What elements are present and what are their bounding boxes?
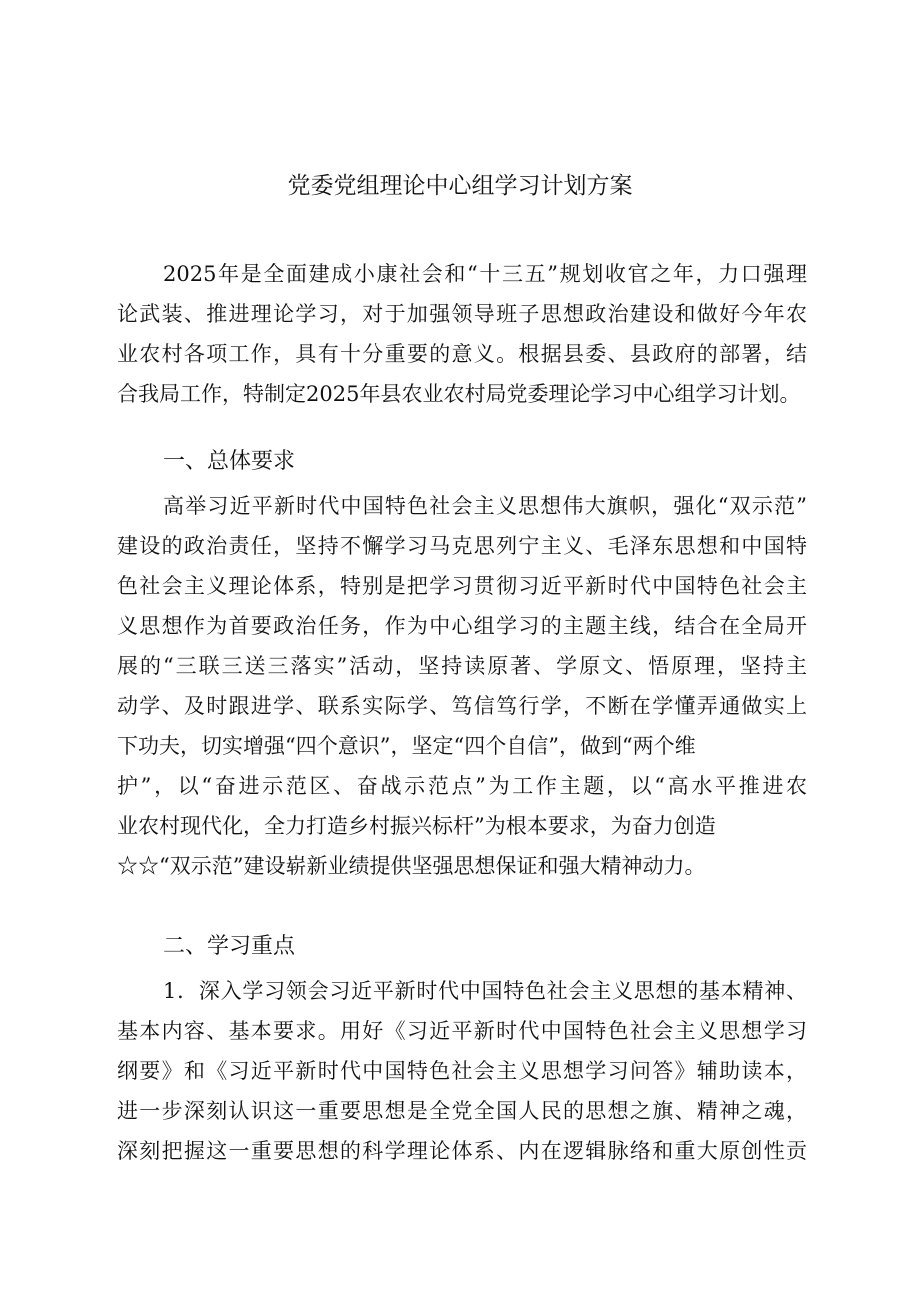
paragraph-line: 动学、及时跟进学、联系实际学、笃信笃行学，不断在学懂弄通做实上 bbox=[117, 694, 807, 718]
paragraph-line: 色社会主义理论体系，特别是把学习贯彻习近平新时代中国特色社会主 bbox=[117, 574, 807, 598]
section-heading-study-focus: 二、学习重点 bbox=[163, 934, 296, 959]
paragraph-line: 1．深入学习领会习近平新时代中国特色社会主义思想的基本精神、 bbox=[163, 979, 807, 1003]
paragraph-line: ☆☆“双示范”建设崭新业绩提供坚强思想保证和强大精神动力。 bbox=[117, 854, 706, 878]
document-title: 党委党组理论中心组学习计划方案 bbox=[287, 173, 633, 199]
paragraph-line: 进一步深刻认识这一重要思想是全党全国人民的思想之旗、精神之魂， bbox=[117, 1099, 807, 1123]
paragraph-line: 下功夫，切实增强“四个意识”，坚定“四个自信”，做到“两个维 bbox=[117, 734, 696, 758]
paragraph-line: 基本内容、基本要求。用好《习近平新时代中国特色社会主义思想学习 bbox=[117, 1019, 807, 1043]
section1-paragraph bbox=[117, 486, 807, 886]
paragraph-line: 展的“三联三送三落实”活动，坚持读原著、学原文、悟原理，坚持主 bbox=[117, 654, 807, 678]
paragraph-line: 业农村现代化，全力打造乡村振兴标杆”为根本要求，为奋力创造 bbox=[117, 814, 716, 838]
section2-paragraph bbox=[117, 971, 807, 1171]
paragraph-line: 护”，以“奋进示范区、奋战示范点”为工作主题，以“高水平推进农 bbox=[117, 774, 807, 798]
paragraph-line: 高举习近平新时代中国特色社会主义思想伟大旗帜，强化“双示范” bbox=[163, 494, 807, 518]
paragraph-line: 深刻把握这一重要思想的科学理论体系、内在逻辑脉络和重大原创性贡 bbox=[117, 1139, 807, 1163]
intro-paragraph bbox=[117, 254, 807, 414]
paragraph-line: 义思想作为首要政治任务，作为中心组学习的主题主线，结合在全局开 bbox=[117, 614, 807, 638]
paragraph-line: 建设的政治责任，坚持不懈学习马克思列宁主义、毛泽东思想和中国特 bbox=[117, 534, 807, 558]
paragraph-line: 纲要》和《习近平新时代中国特色社会主义思想学习问答》辅助读本， bbox=[117, 1059, 807, 1083]
section-heading-general-requirements: 一、总体要求 bbox=[163, 449, 296, 474]
paragraph-line: 业农村各项工作，具有十分重要的意义。根据县委、县政府的部署，结 bbox=[117, 342, 807, 366]
paragraph-line: 合我局工作，特制定2025年县农业农村局党委理论学习中心组学习计划。 bbox=[117, 382, 801, 406]
paragraph-line: 2025年是全面建成小康社会和“十三五”规划收官之年，力口强理 bbox=[163, 262, 807, 286]
paragraph-line: 论武装、推进理论学习，对于加强领导班子思想政治建设和做好今年农 bbox=[117, 302, 807, 326]
